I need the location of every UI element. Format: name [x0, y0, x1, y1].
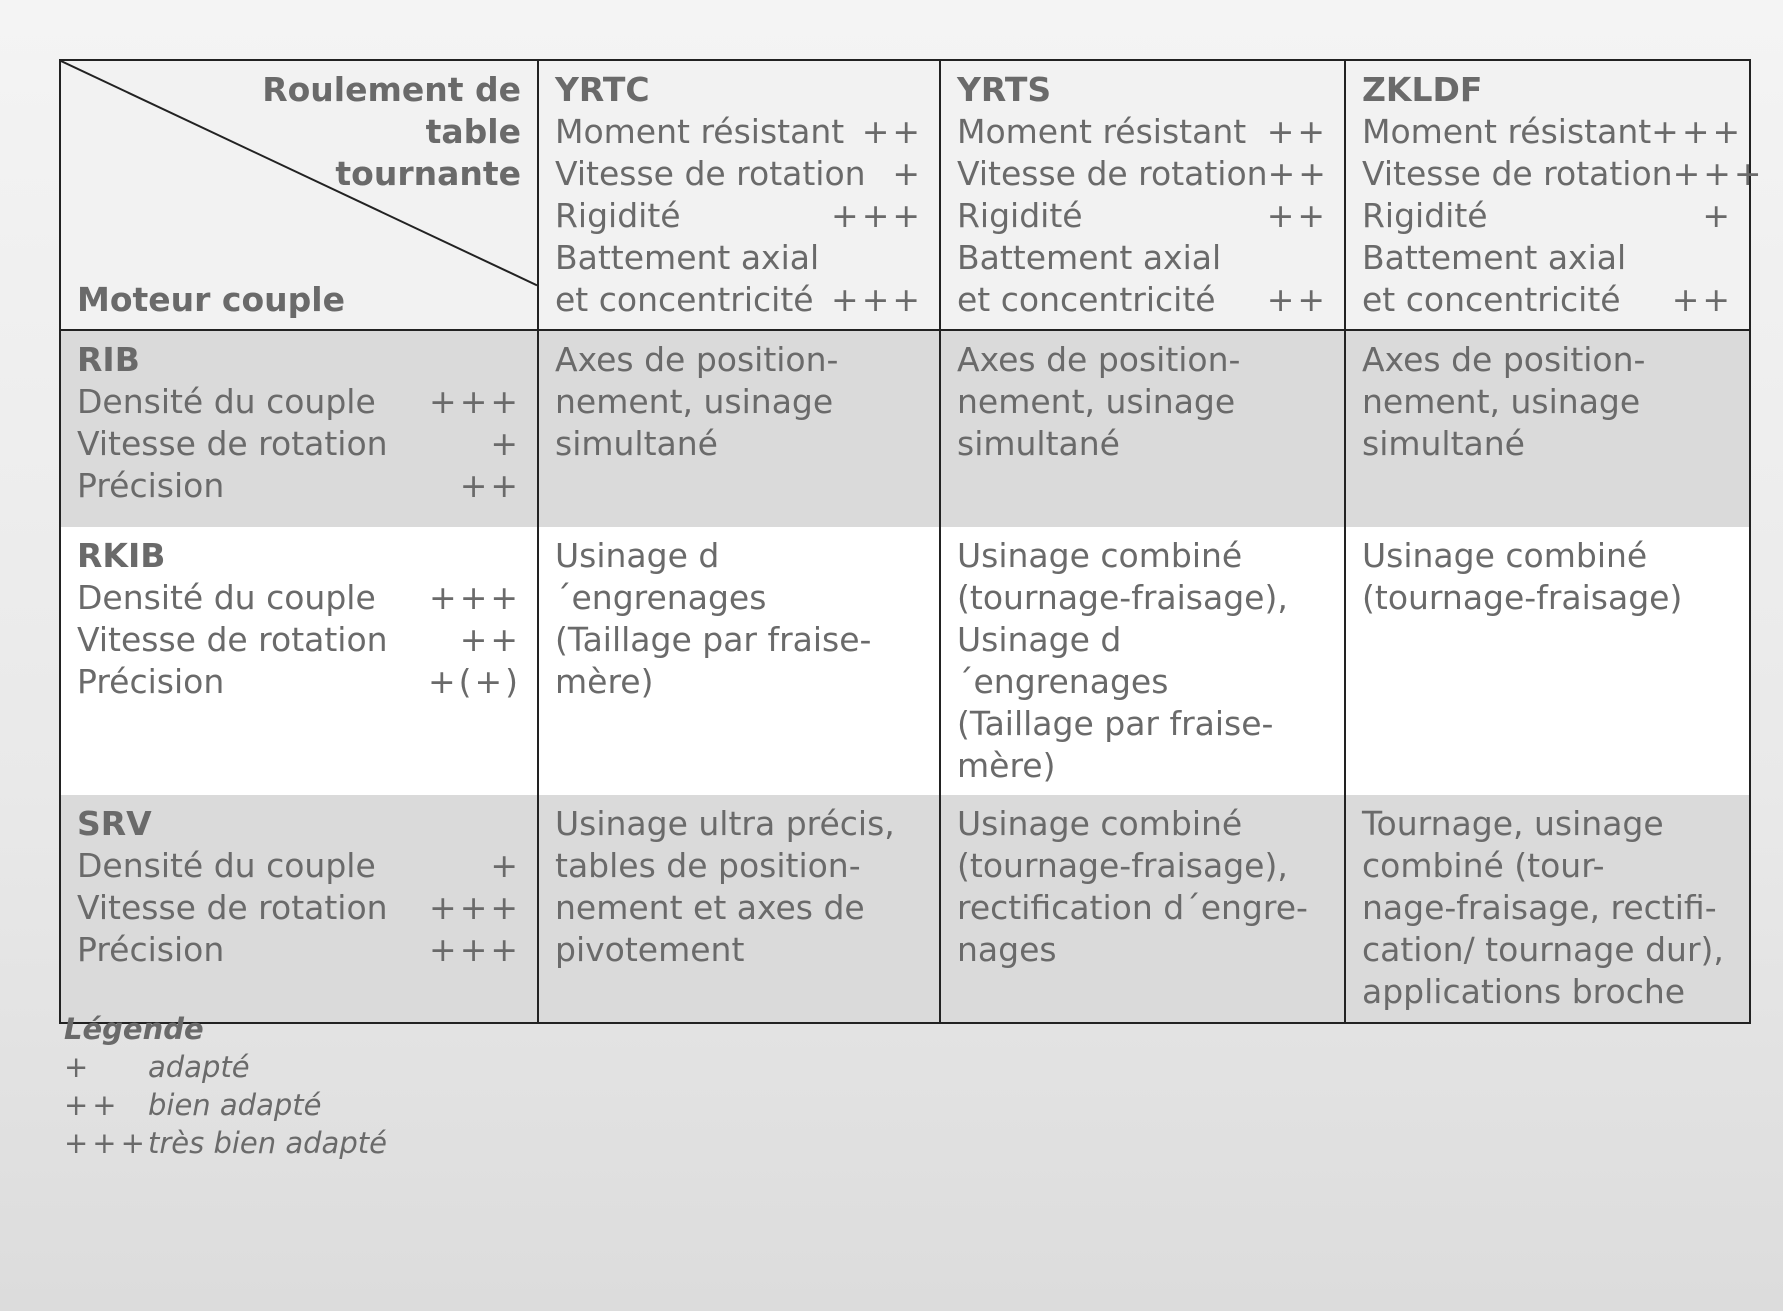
legend-symbol: ++: [64, 1088, 121, 1122]
row-prop: Vitesse de rotation +: [77, 424, 521, 463]
application-cell: Tournage, usinage combiné (tour- nage-fraisage, rectifi- cation/ tournage dur), applications broche: [1345, 795, 1750, 1023]
column-prop: et concentricité +++: [555, 280, 923, 319]
corner-top-label-line2: tournante: [335, 154, 521, 193]
corner-top-label: [181, 69, 521, 195]
column-prop: Moment résistant ++: [957, 112, 1328, 151]
application-cell: Axes de position- nement, usinage simultané: [940, 330, 1345, 527]
legend-symbol: +: [64, 1050, 93, 1084]
legend-item: [64, 1124, 387, 1162]
row-title: SRV: [77, 804, 152, 843]
row-prop: Précision +++: [77, 930, 521, 969]
row-header-rkib: [60, 527, 538, 795]
column-title: YRTC: [555, 70, 650, 109]
header-row: [60, 60, 1750, 330]
legend-title: Légende: [64, 1012, 204, 1046]
legend-text: très bien adapté: [148, 1126, 387, 1160]
column-prop: Vitesse de rotation +++: [1362, 154, 1765, 193]
row-title: RKIB: [77, 536, 166, 575]
column-header-yrts: [940, 60, 1345, 330]
column-header-yrtc: [538, 60, 940, 330]
table-row-rkib: [60, 527, 1750, 795]
row-prop: Vitesse de rotation +++: [77, 888, 521, 927]
row-prop: Vitesse de rotation ++: [77, 620, 521, 659]
column-prop: Moment résistant +++: [1362, 112, 1744, 151]
legend-item: [64, 1086, 387, 1124]
application-cell: Usinage combiné (tournage-fraisage): [1345, 527, 1750, 795]
column-prop: et concentricité ++: [957, 280, 1328, 319]
column-title: ZKLDF: [1362, 70, 1483, 109]
application-cell: Axes de position- nement, usinage simultané: [538, 330, 940, 527]
column-prop: Battement axial: [555, 238, 820, 277]
row-prop: Précision +(+): [77, 662, 521, 701]
column-prop: Battement axial: [957, 238, 1222, 277]
comparison-table: [59, 59, 1765, 1024]
column-prop: et concentricité ++: [1362, 280, 1733, 319]
table-row-srv: [60, 795, 1750, 1023]
corner-bottom-label: Moteur couple: [77, 280, 345, 319]
application-cell: Axes de position- nement, usinage simultané: [1345, 330, 1750, 527]
column-prop: Rigidité +: [1362, 196, 1733, 235]
column-prop: Rigidité +++: [555, 196, 923, 235]
row-prop: Densité du couple +++: [77, 382, 521, 421]
column-header-zkldf: [1345, 60, 1765, 330]
table-row-rib: [60, 330, 1750, 527]
comparison-table-wrapper: [59, 59, 1765, 1024]
corner-cell: [60, 60, 538, 330]
corner-top-label-line1: Roulement de table: [262, 70, 521, 151]
column-prop: Moment résistant ++: [555, 112, 923, 151]
column-prop: Vitesse de rotation +: [555, 154, 923, 193]
column-prop: Battement axial: [1362, 238, 1627, 277]
row-prop: Précision ++: [77, 466, 521, 505]
application-cell: Usinage combiné (tournage-fraisage), rectification d´engre- nages: [940, 795, 1345, 1023]
legend-symbol: +++: [64, 1126, 149, 1160]
row-header-rib: [60, 330, 538, 527]
application-cell: Usinage ultra précis, tables de position- nement et axes de pivotement: [538, 795, 940, 1023]
legend: [64, 1010, 387, 1162]
legend-text: adapté: [148, 1050, 250, 1084]
column-prop: Vitesse de rotation ++: [957, 154, 1329, 193]
row-prop: Densité du couple +++: [77, 578, 521, 617]
column-prop: Rigidité ++: [957, 196, 1328, 235]
application-cell: Usinage d´engrenages (Taillage par fraise- mère): [538, 527, 940, 795]
column-title: YRTS: [957, 70, 1052, 109]
application-cell: Usinage combiné (tournage-fraisage), Usinage d´engrenages (Taillage par fraise- mère): [940, 527, 1345, 795]
row-header-srv: [60, 795, 538, 1023]
row-prop: Densité du couple +: [77, 846, 521, 885]
row-title: RIB: [77, 340, 140, 379]
legend-text: bien adapté: [148, 1088, 322, 1122]
legend-item: [64, 1048, 387, 1086]
